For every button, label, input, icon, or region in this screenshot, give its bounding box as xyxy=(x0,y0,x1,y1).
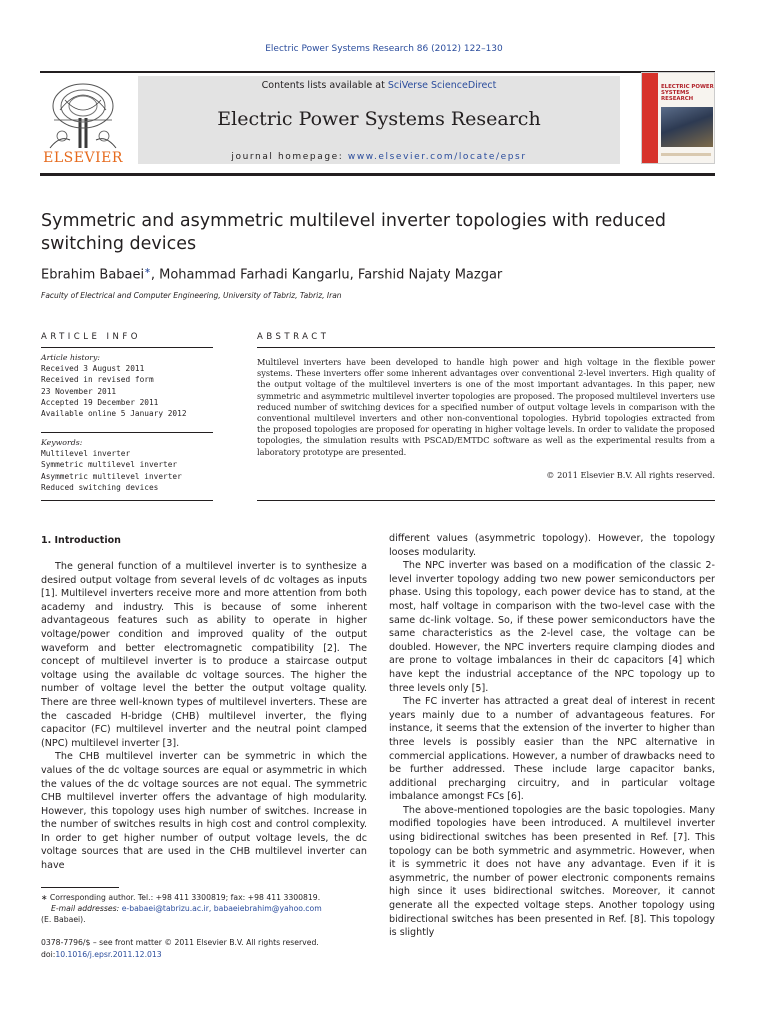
abstract-rule xyxy=(257,347,715,348)
homepage-prefix: journal homepage: xyxy=(231,152,348,162)
body-paragraph: different values (asymmetric topology). However, the topology looses modularity. xyxy=(389,533,715,558)
abstract-end-rule xyxy=(257,500,715,501)
body-paragraph: The NPC inverter was based on a modification of the classic 2-level inverter topology adding two new power semiconductors per phase. Using this topology, each power device has to stand, at the most, half voltage in comparison with the two-level case with the same dc-link voltage. So, if these power semiconductors have the same characteristics as the 2-level case, the voltage can be doubled. However, the NPC inverters require clamping diodes and are prone to voltage imbalances in their dc capacitors [4] which have kept the industrial acceptance of the NPC topology up to three levels only [5]. xyxy=(389,560,715,694)
issn-line: 0378-7796/$ – see front matter © 2011 Elsevier B.V. All rights reserved. xyxy=(41,938,319,947)
journal-title: Electric Power Systems Research xyxy=(217,108,541,130)
email-label: E-mail addresses: xyxy=(51,904,122,913)
contents-prefix: Contents lists available at xyxy=(261,80,388,91)
issn-doi-block xyxy=(41,937,371,960)
body-paragraph: The CHB multilevel inverter can be symmetric in which the values of the dc voltage sources are equal or asymmetric in which the values of the dc voltage sources are not equal. The symmetric CHB multilevel inverter offers the advantage of high modularity. However, this topology uses high number of switches. Increase in the number of switches results in high cost and control complexity. In order to get higher number of output voltage levels, the dc voltage sources that are used in the CHB multilevel inverter can have xyxy=(41,751,367,872)
doi-link[interactable]: 10.1016/j.epsr.2011.12.013 xyxy=(55,949,162,959)
cover-title: ELECTRIC POWER SYSTEMS RESEARCH xyxy=(661,84,714,103)
abstract-text: Multilevel inverters have been developed to handle high power and high voltage in the flexible power systems. These inverters offer some inherent advantages over conventional 2-level inverters. High quality of the output voltage of the multilevel inverters is one of the most important advantages. In this paper, new symmetric and asymmetric multilevel inverter topologies are proposed. The proposed multilevel inverters use reduced number of switching devices for a specified number of output voltage levels in comparison with the conventional multilevel inverters and other non-conventional topologies. Hybrid topologies extracted from the proposed topologies are proposed for operating in higher voltage levels. In order to validate the proposed topologies, the simulation results with PSCAD/EMTDC software as well as the experimental results from a laboratory prototype are presented. xyxy=(257,357,715,457)
keywords-rule xyxy=(41,432,213,433)
elsevier-wordmark: ELSEVIER xyxy=(43,150,123,166)
corresponding-author-note: ∗ Corresponding author. Tel.: +98 411 3300819; fax: +98 411 3300819. xyxy=(41,893,321,902)
keywords xyxy=(41,437,213,493)
email-line xyxy=(41,903,371,914)
cover-red-strip xyxy=(642,73,658,164)
journal-homepage xyxy=(138,152,620,162)
sciencedirect-link[interactable]: SciVerse ScienceDirect xyxy=(387,80,497,91)
keyword-item: Multilevel inverter xyxy=(41,449,131,459)
article-info-end-rule xyxy=(41,500,213,501)
author-list xyxy=(41,266,721,282)
history-received: Received 3 August 2011 xyxy=(41,364,145,374)
abstract-heading: ABSTRACT xyxy=(257,332,330,342)
journal-cover-thumbnail[interactable] xyxy=(641,72,715,164)
history-online: Available online 5 January 2012 xyxy=(41,409,187,419)
email-links[interactable]: e-babaei@tabrizu.ac.ir, babaeiebrahim@yahoo.com xyxy=(121,904,322,913)
author-corresponding: Ebrahim Babaei xyxy=(41,267,145,283)
article-info-heading: ARTICLE INFO xyxy=(41,332,141,342)
keyword-item: Asymmetric multilevel inverter xyxy=(41,471,182,481)
doi-line xyxy=(41,949,371,961)
body-paragraph: The above-mentioned topologies are the basic topologies. Many modified topologies have been introduced. A multilevel inverter using bidirectional switches has been presented in Ref. [7]. This topology can be both symmetric and asymmetric. However, when it is symmetric it does not have any advantage. Even if it is asymmetric, the number of power electronic components remains high since it uses bidirectional switches. Moreover, it cannot generate all the expected voltage steps. Another topology using bidirectional switches has been presented in Ref. [8]. This topology is slightly xyxy=(389,804,715,939)
homepage-link[interactable]: www.elsevier.com/locate/epsr xyxy=(347,152,527,162)
header-rule-top xyxy=(40,71,715,73)
cover-footer-bar xyxy=(661,153,711,156)
header-rule-bottom xyxy=(40,173,715,176)
cover-image xyxy=(661,107,713,147)
body-paragraph: The FC inverter has attracted a great deal of interest in recent years mainly due to a number of advantageous features. For instance, it seems that the extension of the inverter to higher than three levels is possibly easier than the NPC alternative in commercial applications. However, a number of drawbacks need to be further addressed. These include large capacitor banks, additional precharging circuitry, and in particular voltage imbalance amongst FCs [6]. xyxy=(389,696,715,803)
corresponding-author-mark[interactable]: ∗ xyxy=(144,266,151,275)
paper-title: Symmetric and asymmetric multilevel inverter topologies with reduced switching devices xyxy=(41,211,666,254)
keyword-item: Reduced switching devices xyxy=(41,482,159,492)
history-label: Article history: xyxy=(41,353,101,362)
contents-line xyxy=(138,80,620,91)
footnote-rule xyxy=(41,887,119,888)
body-paragraph: The general function of a multilevel inverter is to synthesize a desired output voltage from several levels of dc voltages as inputs [1]. Multilevel inverters receive more and more attention from both academy and industry. This is because of some inherent advantageous features such as ability to operate in higher voltage/power condition and improved quality of the output waveform and better electromagnetic compatibility [2]. The concept of multilevel inverter is to produce a staircase output voltage using the available dc voltage sources. The higher the number of voltage level the better the output voltage quality. There are three well-known types of multilevel inverters. These are the cascaded H-bridge (CHB) multilevel inverter, the flying capacitor (FC) multilevel inverter and the neutral point clamped (NPC) multilevel inverter [3]. xyxy=(41,561,367,749)
body-right-column xyxy=(389,532,715,940)
keywords-label: Keywords: xyxy=(41,438,83,447)
history-revised-label: Received in revised form xyxy=(41,375,154,385)
section-title-introduction: 1. Introduction xyxy=(41,535,121,546)
article-info-rule xyxy=(41,347,213,348)
article-history xyxy=(41,352,213,419)
affiliation: Faculty of Electrical and Computer Engineering, University of Tabriz, Tabriz, Iran xyxy=(41,291,342,300)
journal-reference[interactable]: Electric Power Systems Research 86 (2012) 122–130 xyxy=(265,44,503,54)
email-owner: (E. Babaei). xyxy=(41,915,86,924)
history-accepted: Accepted 19 December 2011 xyxy=(41,397,159,407)
author-coauthors: , Mohammad Farhadi Kangarlu, Farshid Najaty Mazgar xyxy=(150,267,503,283)
abstract-copyright: © 2011 Elsevier B.V. All rights reserved. xyxy=(546,470,715,480)
doi-prefix: doi: xyxy=(41,949,56,959)
footnotes xyxy=(41,892,371,925)
keyword-item: Symmetric multilevel inverter xyxy=(41,460,178,470)
history-revised-date: 23 November 2011 xyxy=(41,386,117,396)
body-left-column xyxy=(41,560,367,873)
